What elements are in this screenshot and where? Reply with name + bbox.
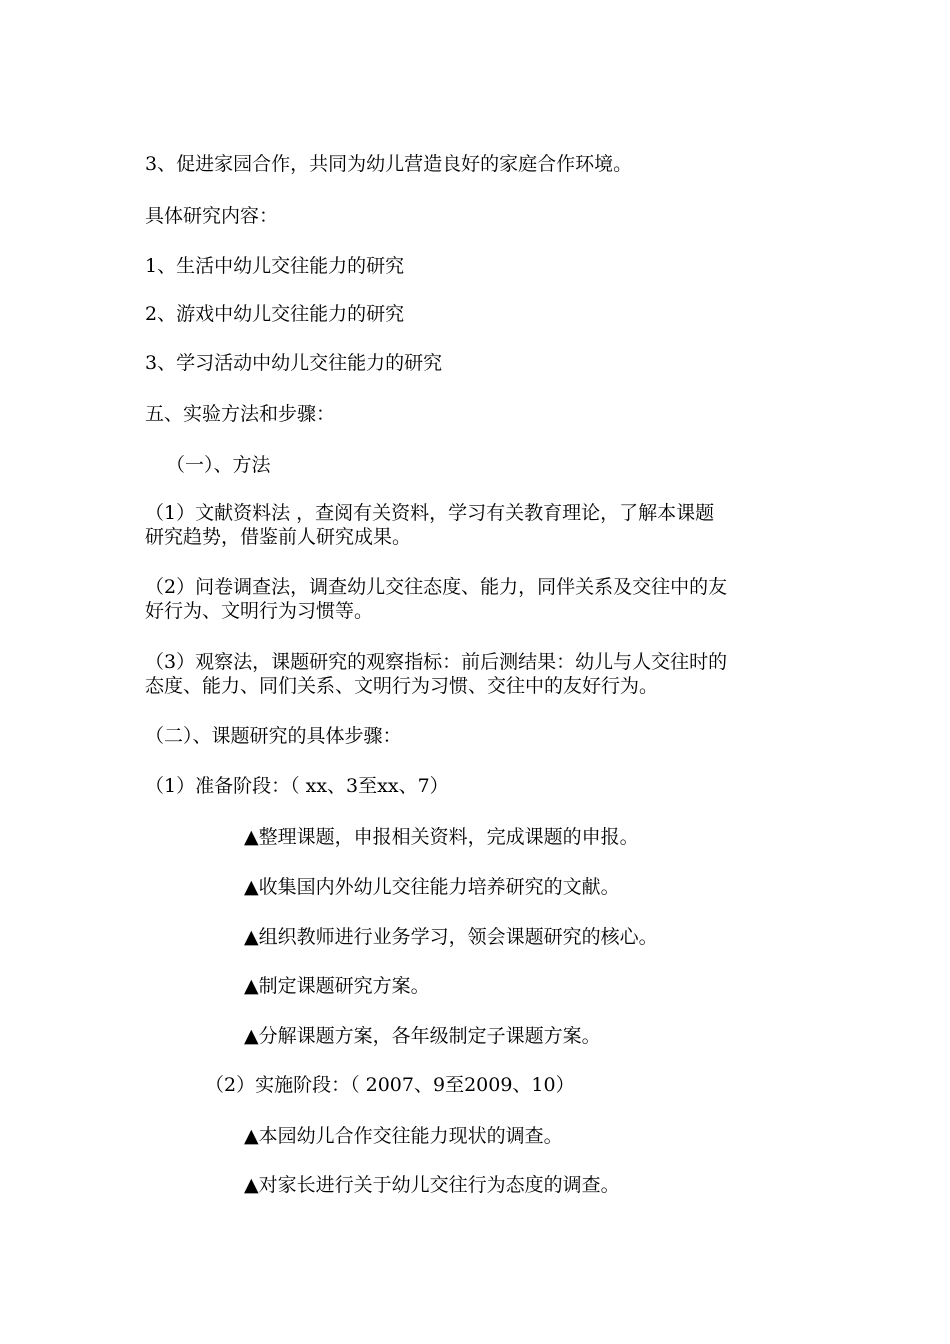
method-2-line-2: 好行为、文明行为习惯等。 [145,600,374,622]
methods-heading: （一）、方法 [166,454,271,476]
method-2-line-1: （2）问卷调查法，调查幼儿交往态度、能力，同伴关系及交往中的友 [145,576,728,598]
prep-task-3: ▲组织教师进行业务学习，领会课题研究的核心。 [244,926,658,948]
method-1-line-1: （1）文献资料法 ，查阅有关资料，学习有关教育理论，了解本课题 [145,502,715,524]
research-content-heading: 具体研究内容： [145,205,279,227]
prep-task-5: ▲分解课题方案，各年级制定子课题方案。 [244,1025,601,1047]
content-item-1: 1、生活中幼儿交往能力的研究 [145,255,405,277]
prep-task-1: ▲整理课题，申报相关资料，完成课题的申报。 [244,826,639,848]
prep-task-4: ▲制定课题研究方案。 [244,975,430,997]
method-1-line-2: 研究趋势，借鉴前人研究成果。 [145,526,412,548]
goal-item-3: 3、促进家园合作，共同为幼儿营造良好的家庭合作环境。 [145,153,633,175]
prep-task-2: ▲收集国内外幼儿交往能力培养研究的文献。 [244,876,620,898]
method-3-line-2: 态度、能力、同们关系、文明行为习惯、交往中的友好行为。 [145,675,659,697]
content-item-3: 3、学习活动中幼儿交往能力的研究 [145,352,443,374]
steps-heading: （二）、课题研究的具体步骤： [145,725,402,747]
prep-stage-heading: （1）准备阶段：（ xx、3至xx、7） [145,775,449,797]
implement-task-2: ▲对家长进行关于幼儿交往行为态度的调查。 [244,1174,620,1196]
section-five-heading: 五、实验方法和步骤： [145,403,336,425]
method-3-line-1: （3）观察法，课题研究的观察指标：前后测结果：幼儿与人交往时的 [145,651,728,673]
implement-task-1: ▲本园幼儿合作交往能力现状的调查。 [244,1125,563,1147]
content-item-2: 2、游戏中幼儿交往能力的研究 [145,303,405,325]
implement-stage-heading: （2）实施阶段：（ 2007、9至2009、10） [205,1074,575,1096]
